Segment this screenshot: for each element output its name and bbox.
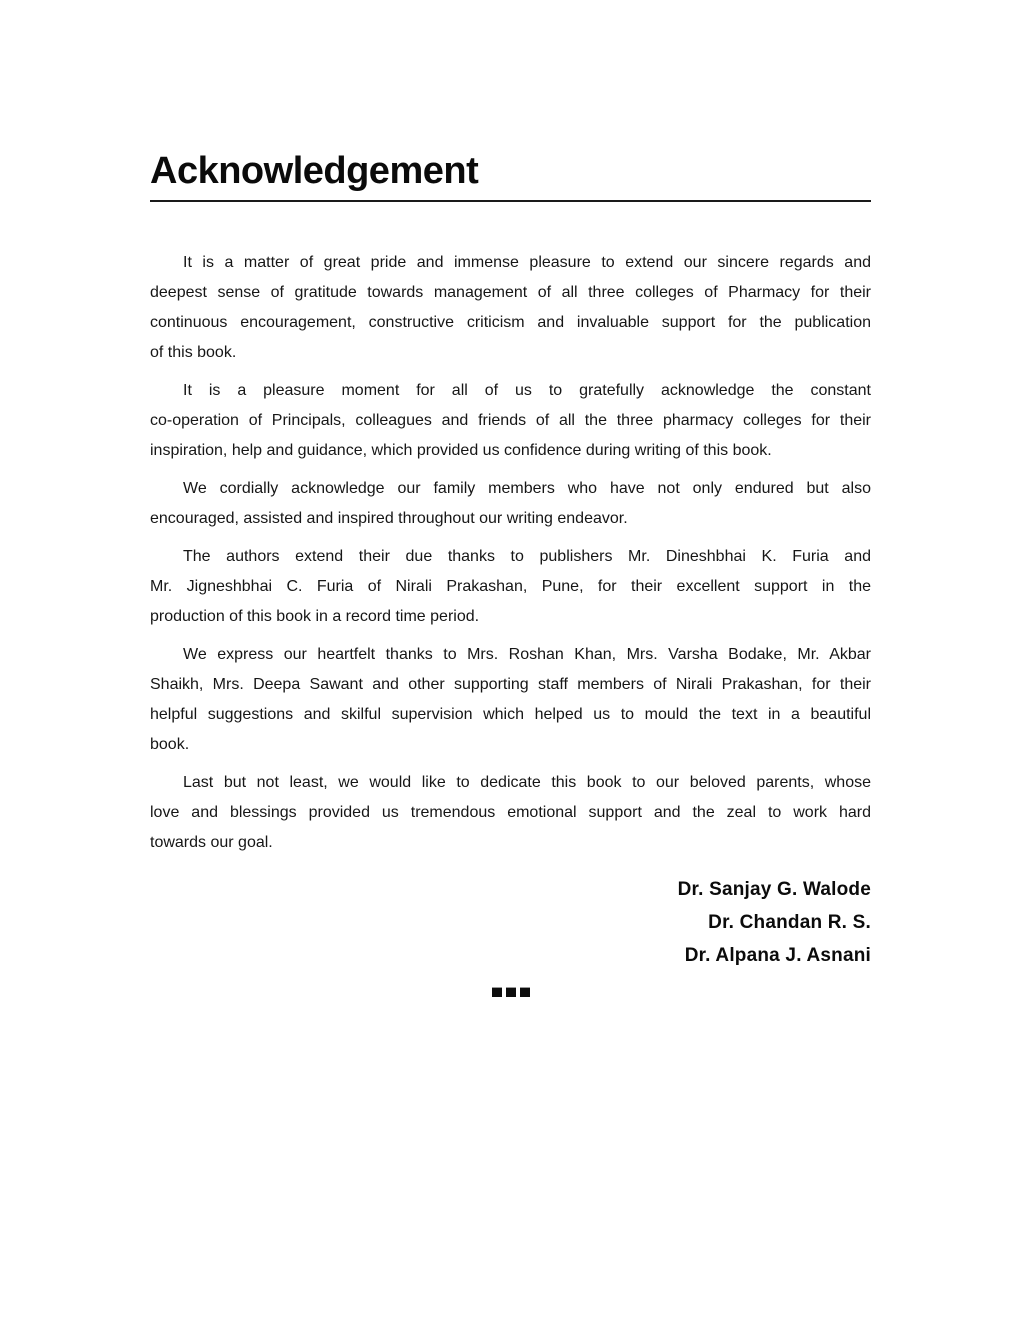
text-line: helpful suggestions and skilful supervision which helped us to mould the text in a beautiful (150, 706, 871, 723)
text-line: love and blessings provided us tremendous emotional support and the zeal to work hard (150, 804, 871, 821)
text-line: co-operation of Principals, colleagues and friends of all the three pharmacy colleges for their (150, 412, 871, 429)
text-line: of this book. (150, 344, 237, 361)
text-line: Mr. Jigneshbhai C. Furia of Nirali Prakashan, Pune, for their excellent support in the (150, 578, 871, 595)
paragraph (150, 542, 871, 632)
paragraph (150, 768, 871, 858)
end-of-chapter-marker (150, 987, 871, 998)
signature-block (150, 873, 871, 972)
paragraphs (150, 248, 871, 858)
text-line: Shaikh, Mrs. Deepa Sawant and other supporting staff members of Nirali Prakashan, for their (150, 676, 871, 693)
paragraph (150, 248, 871, 368)
document-page (0, 146, 1020, 1320)
text-line: It is a pleasure moment for all of us to gratefully acknowledge the constant (183, 382, 871, 399)
author-signature: Dr. Alpana J. Asnani (684, 945, 871, 966)
text-line: The authors extend their due thanks to publishers Mr. Dineshbhai K. Furia and (183, 548, 871, 565)
text-line: production of this book in a record time period. (150, 608, 480, 625)
paragraph (150, 376, 871, 466)
square-marker-icon (506, 987, 516, 997)
text-line: Last but not least, we would like to dedicate this book to our beloved parents, whose (183, 774, 871, 791)
square-marker-icon (492, 987, 502, 997)
text-line: book. (150, 736, 190, 753)
author-signature: Dr. Chandan R. S. (708, 912, 871, 933)
paragraph (150, 640, 871, 760)
author-signature: Dr. Sanjay G. Walode (677, 879, 871, 900)
page-title: Acknowledgement (150, 146, 871, 202)
text-line: We cordially acknowledge our family members who have not only endured but also (183, 480, 871, 497)
text-line: inspiration, help and guidance, which provided us confidence during writing of this book. (150, 442, 772, 459)
square-marker-icon (520, 987, 530, 997)
text-line: deepest sense of gratitude towards management of all three colleges of Pharmacy for their (150, 284, 871, 301)
paragraph (150, 474, 871, 534)
text-line: We express our heartfelt thanks to Mrs. Roshan Khan, Mrs. Varsha Bodake, Mr. Akbar (183, 646, 871, 663)
text-line: encouraged, assisted and inspired throughout our writing endeavor. (150, 510, 628, 527)
text-line: It is a matter of great pride and immense pleasure to extend our sincere regards and (183, 254, 871, 271)
text-line: continuous encouragement, constructive criticism and invaluable support for the publication (150, 314, 871, 331)
text-line: towards our goal. (150, 834, 273, 851)
